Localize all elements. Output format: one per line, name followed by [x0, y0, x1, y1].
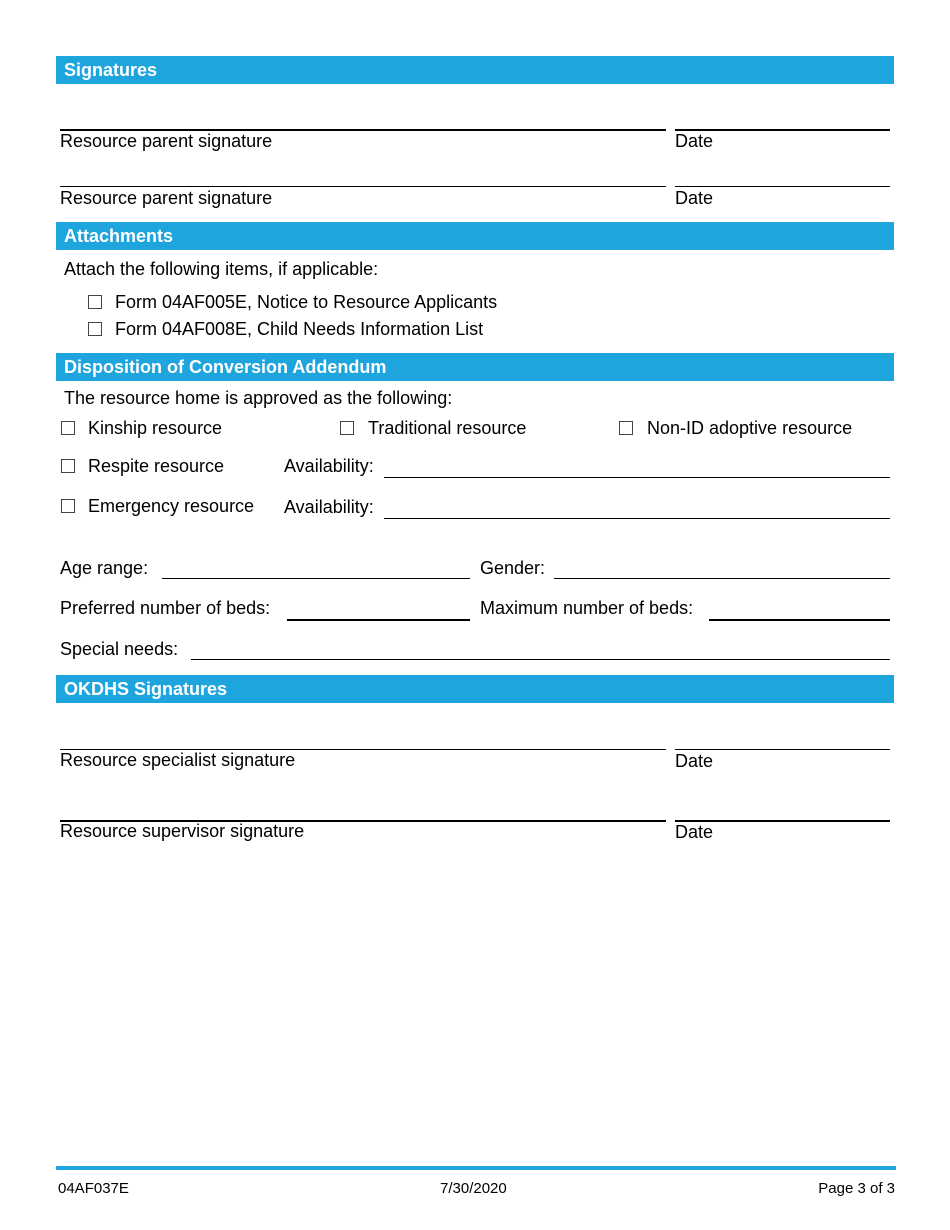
disposition-intro: The resource home is approved as the following:: [64, 388, 453, 408]
max-beds-label: Maximum number of beds:: [480, 598, 694, 618]
non-id-adoptive-resource-label: Non-ID adoptive resource: [647, 418, 853, 438]
footer-page-number: Page 3 of 3: [818, 1180, 895, 1197]
footer-form-number: 04AF037E: [58, 1180, 129, 1197]
age-range-field[interactable]: [162, 578, 470, 579]
traditional-resource-checkbox[interactable]: [340, 421, 354, 435]
max-beds-field[interactable]: [709, 619, 890, 621]
resource-parent-1-signature-label: Resource parent signature: [60, 131, 273, 151]
attachments-intro: Attach the following items, if applicable:: [64, 259, 379, 279]
resource-specialist-signature-label: Resource specialist signature: [60, 750, 296, 770]
resource-supervisor-date-label: Date: [675, 822, 714, 842]
gender-field[interactable]: [554, 578, 890, 579]
resource-parent-2-signature-label: Resource parent signature: [60, 188, 273, 208]
signatures-section-header: Signatures: [56, 56, 894, 84]
footer-date: 7/30/2020: [440, 1180, 507, 1197]
attachment-checkbox-04af008e[interactable]: [88, 322, 102, 336]
attachments-section-header: Attachments: [56, 222, 894, 250]
resource-parent-1-date-label: Date: [675, 131, 714, 151]
special-needs-field[interactable]: [191, 659, 890, 660]
okdhs-signatures-section-header: OKDHS Signatures: [56, 675, 894, 703]
respite-resource-label: Respite resource: [88, 456, 225, 476]
non-id-adoptive-resource-checkbox[interactable]: [619, 421, 633, 435]
kinship-resource-label: Kinship resource: [88, 418, 223, 438]
resource-parent-2-date-label: Date: [675, 188, 714, 208]
footer-rule: [56, 1166, 896, 1170]
emergency-resource-label: Emergency resource: [88, 496, 255, 516]
gender-label: Gender:: [480, 558, 546, 578]
preferred-beds-field[interactable]: [287, 619, 470, 621]
disposition-section-header: Disposition of Conversion Addendum: [56, 353, 894, 381]
respite-availability-label: Availability:: [284, 456, 374, 476]
special-needs-label: Special needs:: [60, 639, 179, 659]
resource-specialist-date-label: Date: [675, 751, 714, 771]
preferred-beds-label: Preferred number of beds:: [60, 598, 271, 618]
respite-resource-checkbox[interactable]: [61, 459, 75, 473]
respite-availability-field[interactable]: [384, 477, 890, 478]
traditional-resource-label: Traditional resource: [368, 418, 527, 438]
emergency-resource-checkbox[interactable]: [61, 499, 75, 513]
resource-supervisor-signature-label: Resource supervisor signature: [60, 821, 305, 841]
emergency-availability-label: Availability:: [284, 497, 374, 517]
attachment-label-04af008e: Form 04AF008E, Child Needs Information List: [115, 319, 484, 339]
attachment-label-04af005e: Form 04AF005E, Notice to Resource Applicants: [115, 292, 498, 312]
kinship-resource-checkbox[interactable]: [61, 421, 75, 435]
emergency-availability-field[interactable]: [384, 518, 890, 519]
age-range-label: Age range:: [60, 558, 149, 578]
attachment-checkbox-04af005e[interactable]: [88, 295, 102, 309]
